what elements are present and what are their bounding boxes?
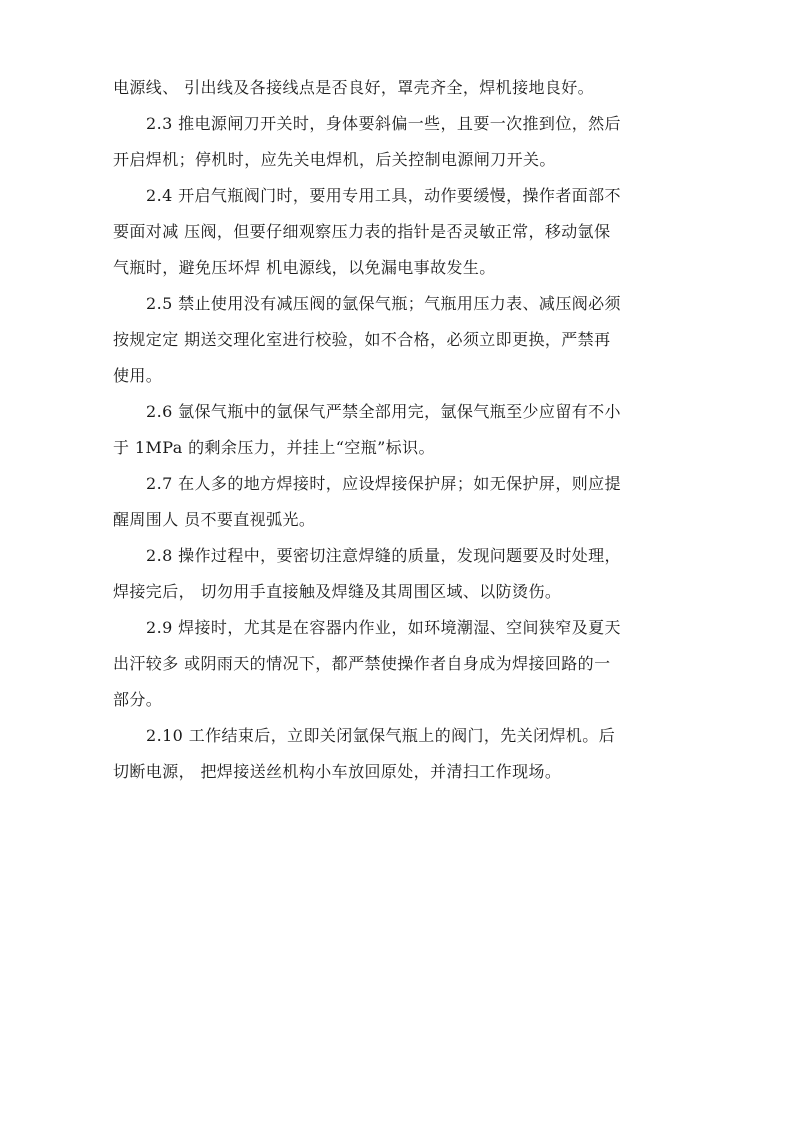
text-line: 醒周围人 员不要直视弧光。 — [113, 510, 316, 529]
text-line: 按规定定 期送交理化室进行校验，如不合格，必须立即更换，严禁再 — [113, 330, 611, 349]
text-line: 2.7 在人多的地方焊接时，应设焊接保护屏；如无保护屏，则应提 — [146, 474, 621, 493]
paragraph-2-8 — [113, 538, 683, 610]
paragraph-2-6 — [113, 394, 683, 466]
text-line: 要面对减 压阀，但要仔细观察压力表的指针是否灵敏正常，移动氩保 — [113, 222, 611, 241]
text-line: 开启焊机；停机时，应先关电焊机，后关控制电源闸刀开关。 — [113, 150, 556, 169]
text-line: 2.9 焊接时，尤其是在容器内作业，如环境潮湿、空间狭窄及夏天 — [146, 618, 621, 637]
text-line: 切断电源， 把焊接送丝机构小车放回原处，并清扫工作现场。 — [113, 762, 562, 781]
text-line: 气瓶时，避免压坏焊 机电源线，以免漏电事故发生。 — [113, 258, 496, 277]
paragraph-2-4 — [113, 178, 683, 286]
text-line: 出汗较多 或阴雨天的情况下，都严禁使操作者自身成为焊接回路的一 — [113, 654, 611, 673]
text-line: 部分。 — [113, 690, 163, 709]
text-line: 2.8 操作过程中，要密切注意焊缝的质量，发现问题要及时处理， — [146, 546, 621, 565]
text-line: 使用。 — [113, 366, 163, 385]
paragraph-2-3 — [113, 106, 683, 178]
text-line: 2.3 推电源闸刀开关时，身体要斜偏一些，且要一次推到位，然后 — [146, 114, 621, 133]
paragraph-2-7 — [113, 466, 683, 538]
paragraph-2-5 — [113, 286, 683, 394]
text-line: 焊接完后， 切勿用手直接触及焊缝及其周围区域、以防烫伤。 — [113, 582, 562, 601]
paragraph-2-9 — [113, 610, 683, 718]
document-body — [113, 70, 683, 790]
text-line: 2.4 开启气瓶阀门时，要用专用工具，动作要缓慢，操作者面部不 — [146, 186, 621, 205]
text-line: 2.6 氩保气瓶中的氩保气严禁全部用完，氩保气瓶至少应留有不小 — [146, 402, 621, 421]
text-line: 电源线、 引出线及各接线点是否良好，罩壳齐全，焊机接地良好。 — [113, 78, 595, 97]
paragraph-continuation — [113, 70, 683, 106]
text-line: 2.10 工作结束后，立即关闭氩保气瓶上的阀门，先关闭焊机。后 — [146, 726, 616, 745]
paragraph-2-10 — [113, 718, 683, 790]
text-line: 于 1MPa 的剩余压力，并挂上“空瓶”标识。 — [113, 438, 435, 457]
text-line: 2.5 禁止使用没有减压阀的氩保气瓶；气瓶用压力表、减压阀必须 — [146, 294, 621, 313]
